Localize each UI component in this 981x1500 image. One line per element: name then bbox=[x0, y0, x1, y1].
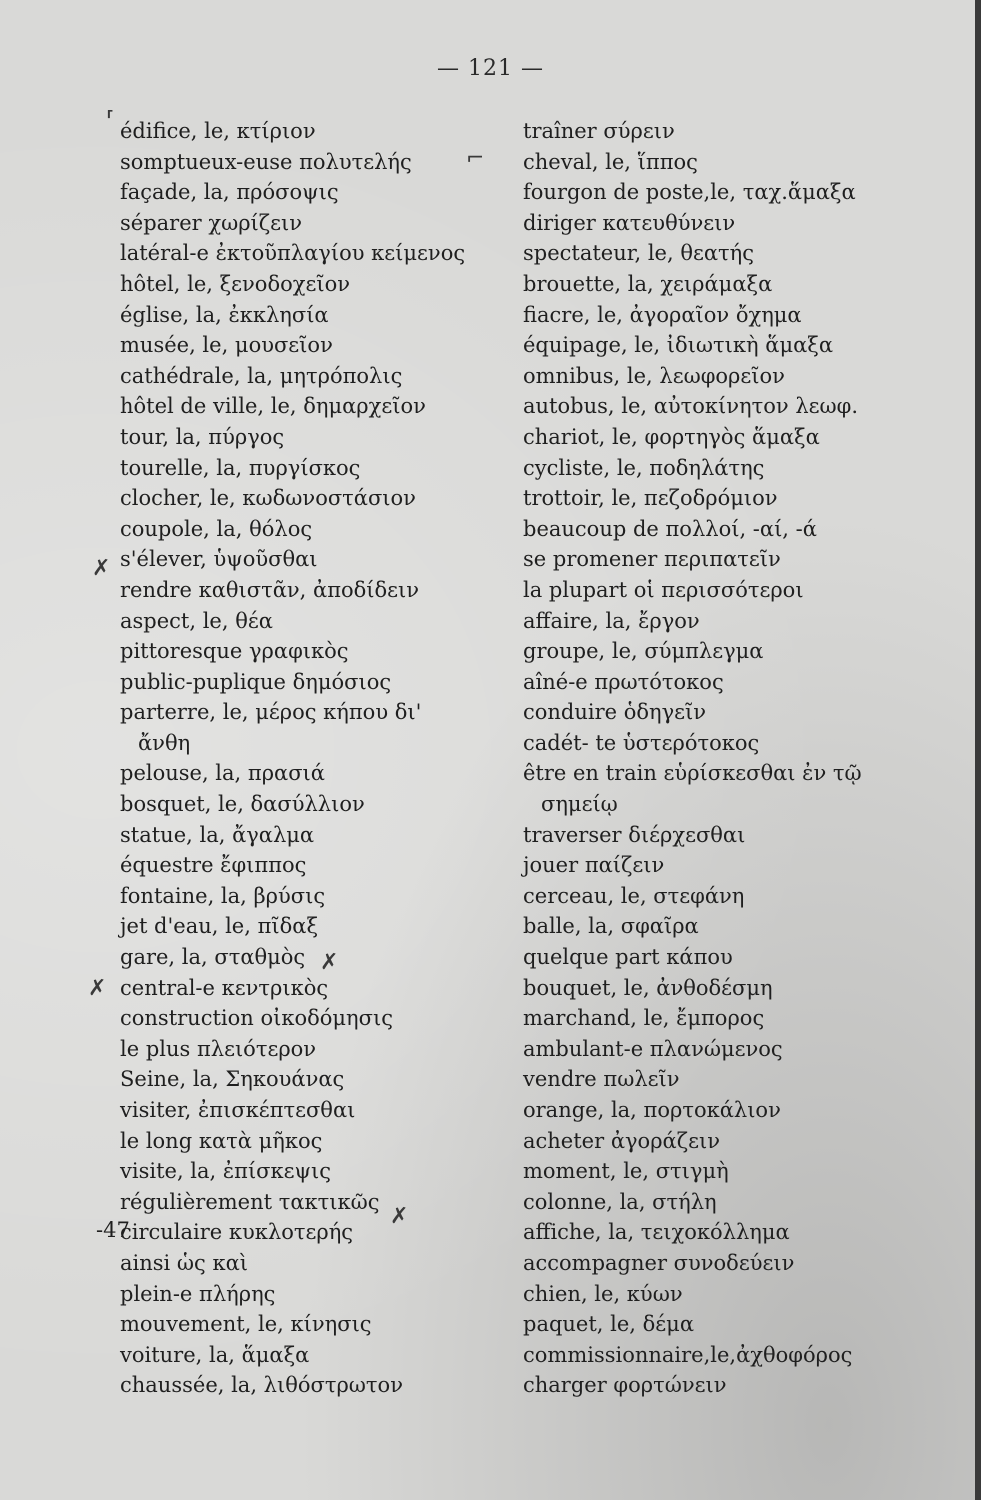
vocab-entry: groupe, le, σύμπλεγμα bbox=[523, 639, 764, 664]
vocab-entry: cheval, le, ἵππος bbox=[523, 149, 698, 174]
vocab-entry: visiter, ἐπισκέπτεσθαι bbox=[120, 1098, 356, 1122]
vocab-entry: façade, la, πρόσοψις bbox=[120, 180, 339, 205]
vocab-entry: moment, le, στιγμὴ bbox=[523, 1159, 729, 1184]
vocab-entry: spectateur, le, θεατής bbox=[523, 241, 754, 266]
vocab-entry: diriger κατευθύνειν bbox=[523, 210, 736, 235]
vocab-entry: hôtel, le, ξενοδοχεῖον bbox=[120, 271, 350, 296]
line-number: -47 bbox=[96, 1218, 130, 1242]
vocab-entry: clocher, le, κωδωνοστάσιον bbox=[120, 486, 416, 511]
pencil-x-mark: ✗ bbox=[92, 556, 111, 581]
vocab-entry: s'élever, ὑψοῦσθαι bbox=[120, 547, 318, 572]
vocab-entry: commissionnaire,le,ἀχθοφόρος bbox=[523, 1342, 853, 1367]
vocab-entry: fontaine, la, βρύσις bbox=[120, 883, 326, 908]
vocab-entry: somptueux-euse πολυτελής bbox=[120, 149, 412, 174]
vocab-entry: tourelle, la, πυργίσκος bbox=[120, 455, 361, 480]
vocab-entry: tour, la, πύργος bbox=[120, 424, 285, 449]
vocab-entry: charger φορτώνειν bbox=[523, 1373, 727, 1398]
vocab-entry: ἄνθη bbox=[138, 730, 191, 755]
right-column bbox=[523, 116, 903, 1401]
vocab-entry: régulièrement τακτικῶς bbox=[120, 1189, 380, 1214]
vocab-entry: rendre καθιστᾶν, ἀποδίδειν bbox=[120, 577, 420, 602]
vocab-entry: coupole, la, θόλος bbox=[120, 516, 313, 541]
vocab-entry: cycliste, le, ποδηλάτης bbox=[523, 455, 765, 480]
vocab-entry: balle, la, σφαῖρα bbox=[523, 914, 699, 939]
vocab-entry: être en train εὑρίσκεσθαι ἐν τῷ bbox=[523, 761, 862, 786]
vocab-entry: voiture, la, ἅμαξα bbox=[120, 1342, 310, 1367]
vocab-entry: central-e κεντρικὸς bbox=[120, 975, 329, 1000]
vocab-entry: orange, la, πορτοκάλιον bbox=[523, 1098, 781, 1122]
vocab-entry: gare, la, σταθμὸς bbox=[120, 945, 306, 970]
vocab-entry: pittoresque γραφικὸς bbox=[120, 639, 349, 664]
vocab-entry: bosquet, le, δασύλλιον bbox=[120, 792, 365, 817]
vocab-entry: la plupart οἱ περισσότεροι bbox=[523, 577, 804, 602]
vocab-entry: chaussée, la, λιθόστρωτον bbox=[120, 1373, 403, 1398]
vocab-entry: cathédrale, la, μητρόπολις bbox=[120, 363, 403, 388]
left-column bbox=[120, 116, 500, 1401]
vocab-entry: autobus, le, αὐτοκίνητον λεωφ. bbox=[523, 394, 859, 419]
vocab-entry: circulaire κυκλοτερής bbox=[120, 1220, 354, 1245]
vocab-entry: paquet, le, δέμα bbox=[523, 1312, 694, 1337]
vocab-entry: hôtel de ville, le, δημαρχεῖον bbox=[120, 394, 426, 419]
vocab-entry: chariot, le, φορτηγὸς ἅμαξα bbox=[523, 424, 820, 449]
vocab-entry: σημείῳ bbox=[541, 792, 618, 817]
vocab-entry: chien, le, κύων bbox=[523, 1281, 683, 1306]
vocab-entry: accompagner συνοδεύειν bbox=[523, 1250, 795, 1275]
vocab-entry: bouquet, le, ἀνθοδέσμη bbox=[523, 975, 773, 1000]
vocab-entry: marchand, le, ἔμπορος bbox=[523, 1006, 765, 1031]
vocab-entry: Seine, la, Σηκουάνας bbox=[120, 1067, 345, 1092]
vocab-entry: conduire ὁδηγεῖν bbox=[523, 700, 707, 725]
vocab-entry: ainsi ὡς καὶ bbox=[120, 1250, 249, 1275]
vocab-entry: le plus πλειότερον bbox=[120, 1036, 317, 1061]
vocab-entry: ambulant-e πλανώμενος bbox=[523, 1036, 783, 1061]
vocab-entry: colonne, la, στήλη bbox=[523, 1189, 717, 1214]
vocab-entry: traverser διέρχεσθαι bbox=[523, 822, 746, 847]
vocab-entry: mouvement, le, κίνησις bbox=[120, 1312, 372, 1337]
vocab-entry: se promener περιπατεῖν bbox=[523, 547, 781, 572]
vocab-entry: église, la, ἐκκλησία bbox=[120, 302, 329, 327]
vocab-entry: omnibus, le, λεωφορεῖον bbox=[523, 363, 785, 388]
vocab-entry: traîner σύρειν bbox=[523, 119, 675, 143]
vocab-entry: latéral-e ἐκτοῦπλαγίου κείμενος bbox=[120, 241, 466, 266]
pencil-dash-mark: ⌐ bbox=[466, 146, 485, 171]
vocab-entry: construction οἰκοδόμησις bbox=[120, 1006, 393, 1031]
vocab-entry: aspect, le, θέα bbox=[120, 608, 273, 633]
vocab-entry: visite, la, ἐπίσκεψις bbox=[120, 1159, 331, 1184]
pencil-x-mark: ✗ bbox=[88, 976, 107, 1001]
vocab-entry: trottoir, le, πεζοδρόμιον bbox=[523, 486, 778, 511]
vocab-entry: brouette, la, χειράμαξα bbox=[523, 271, 773, 296]
pencil-x-mark: ✗ bbox=[390, 1204, 409, 1229]
vocab-entry: édifice, le, κτίριον bbox=[120, 119, 316, 143]
vocab-entry: cerceau, le, στεφάνη bbox=[523, 883, 745, 908]
vocab-entry: équipage, le, ἰδιωτικὴ ἅμαξα bbox=[523, 333, 834, 358]
pencil-tick-mark: ⸢ bbox=[106, 108, 115, 133]
vocab-entry: beaucoup de πολλοί, -αί, -ά bbox=[523, 516, 817, 541]
vocab-entry: fourgon de poste,le, ταχ.ἅμαξα bbox=[523, 180, 856, 205]
vocab-entry: public-puplique δημόσιος bbox=[120, 669, 392, 694]
vocab-entry: séparer χωρίζειν bbox=[120, 210, 303, 235]
vocab-entry: statue, la, ἄγαλμα bbox=[120, 822, 315, 847]
page-number: — 121 — bbox=[437, 56, 544, 81]
vocab-entry: vendre πωλεῖν bbox=[523, 1067, 680, 1092]
vocab-entry: affiche, la, τειχοκόλλημα bbox=[523, 1220, 790, 1245]
vocab-entry: le long κατὰ μῆκος bbox=[120, 1128, 323, 1153]
vocab-entry: jouer παίζειν bbox=[523, 853, 665, 878]
pencil-x-mark: ✗ bbox=[320, 950, 339, 975]
vocab-entry: cadét- te ὑστερότοκος bbox=[523, 730, 760, 755]
vocab-entry: affaire, la, ἔργον bbox=[523, 608, 700, 633]
vocab-entry: fiacre, le, ἀγοραῖον ὄχημα bbox=[523, 302, 802, 327]
vocab-entry: acheter ἀγοράζειν bbox=[523, 1128, 720, 1153]
vocab-entry: quelque part κάπου bbox=[523, 945, 733, 970]
vocab-entry: musée, le, μουσεῖον bbox=[120, 333, 333, 358]
vocab-entry: plein-e πλήρης bbox=[120, 1281, 276, 1306]
vocab-entry: parterre, le, μέρος κήπου δι' bbox=[120, 700, 422, 725]
vocab-entry: aîné-e πρωτότοκος bbox=[523, 669, 724, 694]
vocab-entry: équestre ἔφιππος bbox=[120, 853, 307, 878]
vocab-entry: jet d'eau, le, πῖδαξ bbox=[120, 914, 319, 939]
vocab-entry: pelouse, la, πρασιά bbox=[120, 761, 325, 786]
